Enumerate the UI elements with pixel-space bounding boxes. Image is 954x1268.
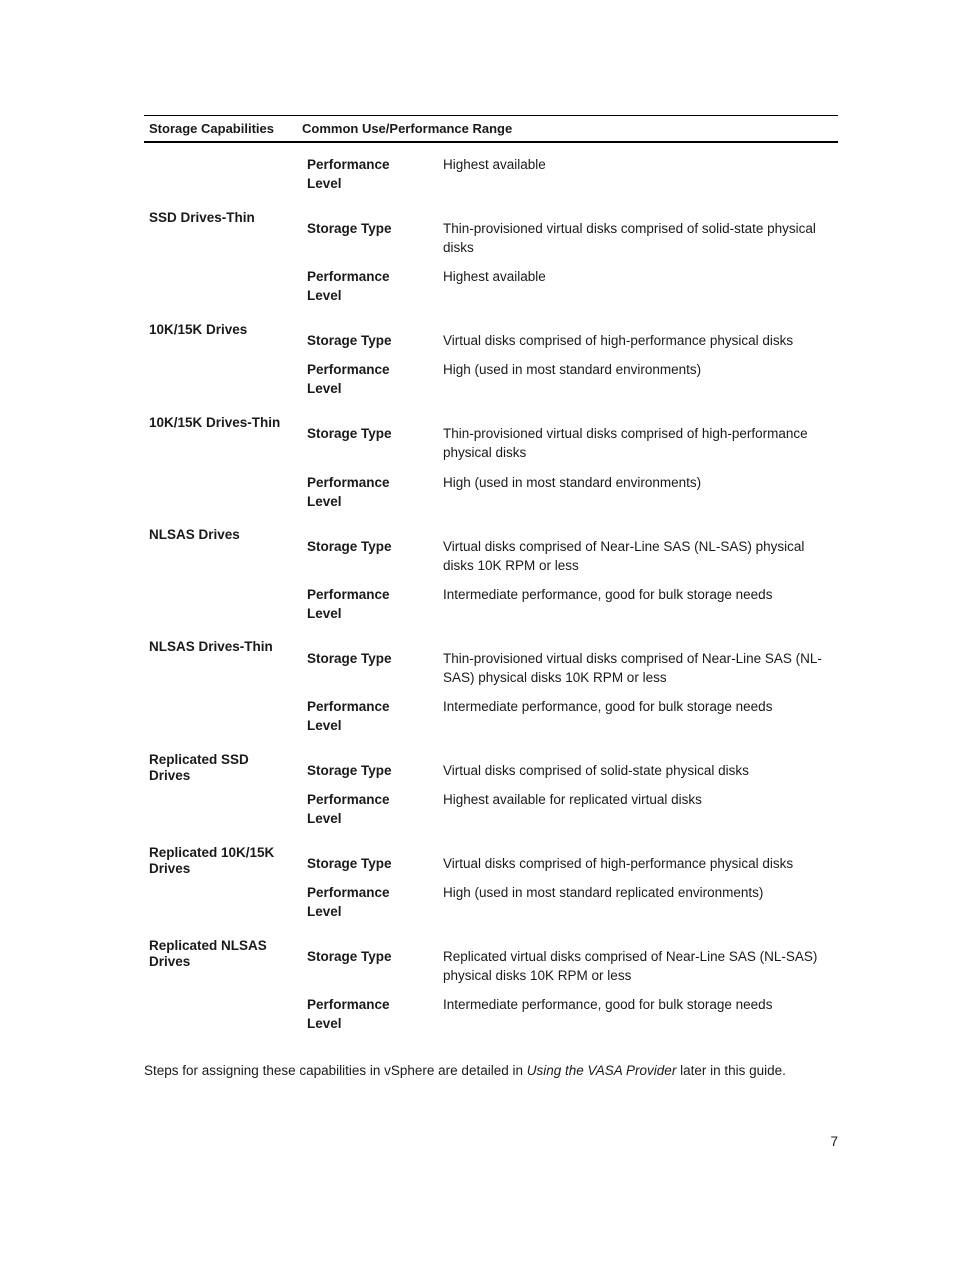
property-label: Performance Level [307, 475, 390, 509]
property-value: Highest available [443, 157, 546, 172]
capability-name: SSD Drives-Thin [149, 210, 255, 225]
capability-name: Replicated 10K/15K Drives [149, 845, 275, 876]
property-label: Storage Type [307, 763, 392, 778]
property-value: Intermediate performance, good for bulk storage needs [443, 699, 773, 714]
capability-name: NLSAS Drives-Thin [149, 639, 273, 654]
header-common-use: Common Use/Performance Range [302, 121, 513, 136]
property-value: Virtual disks comprised of high-performance physical disks [443, 333, 794, 348]
page-number: 7 [830, 1134, 838, 1149]
property-value: High (used in most standard replicated environments) [443, 885, 764, 900]
table-header [144, 115, 838, 143]
property-value: Virtual disks comprised of solid-state physical disks [443, 763, 749, 778]
property-label: Performance Level [307, 792, 390, 826]
property-value: Intermediate performance, good for bulk storage needs [443, 997, 773, 1012]
capability-name: 10K/15K Drives [149, 322, 248, 337]
capability-name: Replicated NLSAS Drives [149, 938, 267, 969]
property-label: Storage Type [307, 949, 392, 964]
capability-name: NLSAS Drives [149, 527, 240, 542]
property-label: Storage Type [307, 333, 392, 348]
header-storage-capabilities: Storage Capabilities [149, 121, 274, 136]
property-label: Storage Type [307, 426, 392, 441]
property-label: Performance Level [307, 269, 390, 303]
vasa-provider-reference: Using the VASA Provider [526, 1063, 677, 1078]
property-label: Performance Level [307, 157, 390, 191]
property-value: Highest available for replicated virtual disks [443, 792, 702, 807]
capability-name: 10K/15K Drives-Thin [149, 415, 281, 430]
property-label: Storage Type [307, 539, 392, 554]
property-value: High (used in most standard environments) [443, 362, 702, 377]
property-label: Performance Level [307, 885, 390, 919]
property-value: Virtual disks comprised of Near-Line SAS (NL-SAS) physical disks 10K RPM or less [443, 539, 805, 573]
footer-paragraph [144, 1061, 786, 1080]
property-value: Thin-provisioned virtual disks comprised of solid-state physical disks [443, 221, 816, 255]
property-value: Thin-provisioned virtual disks comprised of Near-Line SAS (NL-SAS) physical disks 10K RPM or less [443, 651, 822, 685]
property-value: Thin-provisioned virtual disks comprised of high-performance physical disks [443, 426, 808, 460]
property-value: Intermediate performance, good for bulk storage needs [443, 587, 773, 602]
property-value: High (used in most standard environments) [443, 475, 702, 490]
property-value: Highest available [443, 269, 546, 284]
capability-name: Replicated SSD Drives [149, 752, 249, 783]
footer-text-before: Steps for assigning these capabilities in vSphere are detailed in [144, 1063, 527, 1078]
property-value: Virtual disks comprised of high-performance physical disks [443, 856, 794, 871]
footer-text-after: later in this guide. [676, 1063, 786, 1078]
property-label: Storage Type [307, 221, 392, 236]
property-label: Storage Type [307, 856, 392, 871]
property-label: Performance Level [307, 699, 390, 733]
property-value: Replicated virtual disks comprised of Near-Line SAS (NL-SAS) physical disks 10K RPM or less [443, 949, 818, 983]
property-label: Storage Type [307, 651, 392, 666]
property-label: Performance Level [307, 997, 390, 1031]
property-label: Performance Level [307, 362, 390, 396]
property-label: Performance Level [307, 587, 390, 621]
storage-capabilities-table [144, 115, 838, 1031]
